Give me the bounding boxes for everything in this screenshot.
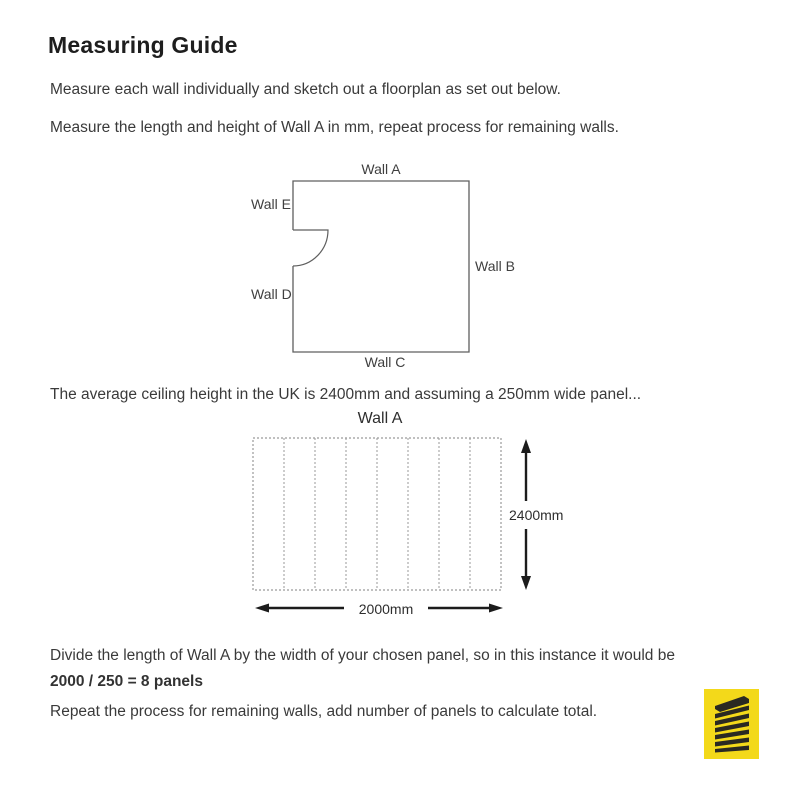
floorplan-wall-b-label: Wall B — [475, 258, 515, 274]
intro-text-1: Measure each wall individually and sketch out a floorplan as set out below. — [50, 81, 561, 98]
floorplan-outline — [293, 181, 469, 352]
floorplan-wall-e-label: Wall E — [251, 196, 291, 212]
ceiling-height-note: The average ceiling height in the UK is 2400mm and assuming a 250mm wide panel... — [50, 386, 642, 403]
panel-divider-lines — [284, 438, 470, 590]
floorplan-wall-c-label: Wall C — [364, 354, 406, 370]
repeat-instruction-text: Repeat the process for remaining walls, add number of panels to calculate total. — [50, 703, 598, 720]
panel-diagram-title: Wall A — [357, 410, 403, 427]
intro-text-2: Measure the length and height of Wall A in mm, repeat process for remaining walls. — [50, 119, 619, 136]
door-swing-arc — [293, 230, 328, 266]
floorplan-wall-a-label: Wall A — [361, 161, 401, 177]
height-dimension-label: 2400mm — [509, 507, 564, 523]
stacked-panels-logo — [704, 689, 759, 759]
page-title: Measuring Guide — [48, 32, 238, 58]
panel-formula-text: 2000 / 250 = 8 panels — [50, 673, 203, 690]
floorplan-wall-d-label: Wall D — [251, 286, 292, 302]
width-dimension-label: 2000mm — [358, 601, 414, 617]
divide-instruction-text: Divide the length of Wall A by the width of your chosen panel, so in this instance it would be — [50, 647, 675, 664]
